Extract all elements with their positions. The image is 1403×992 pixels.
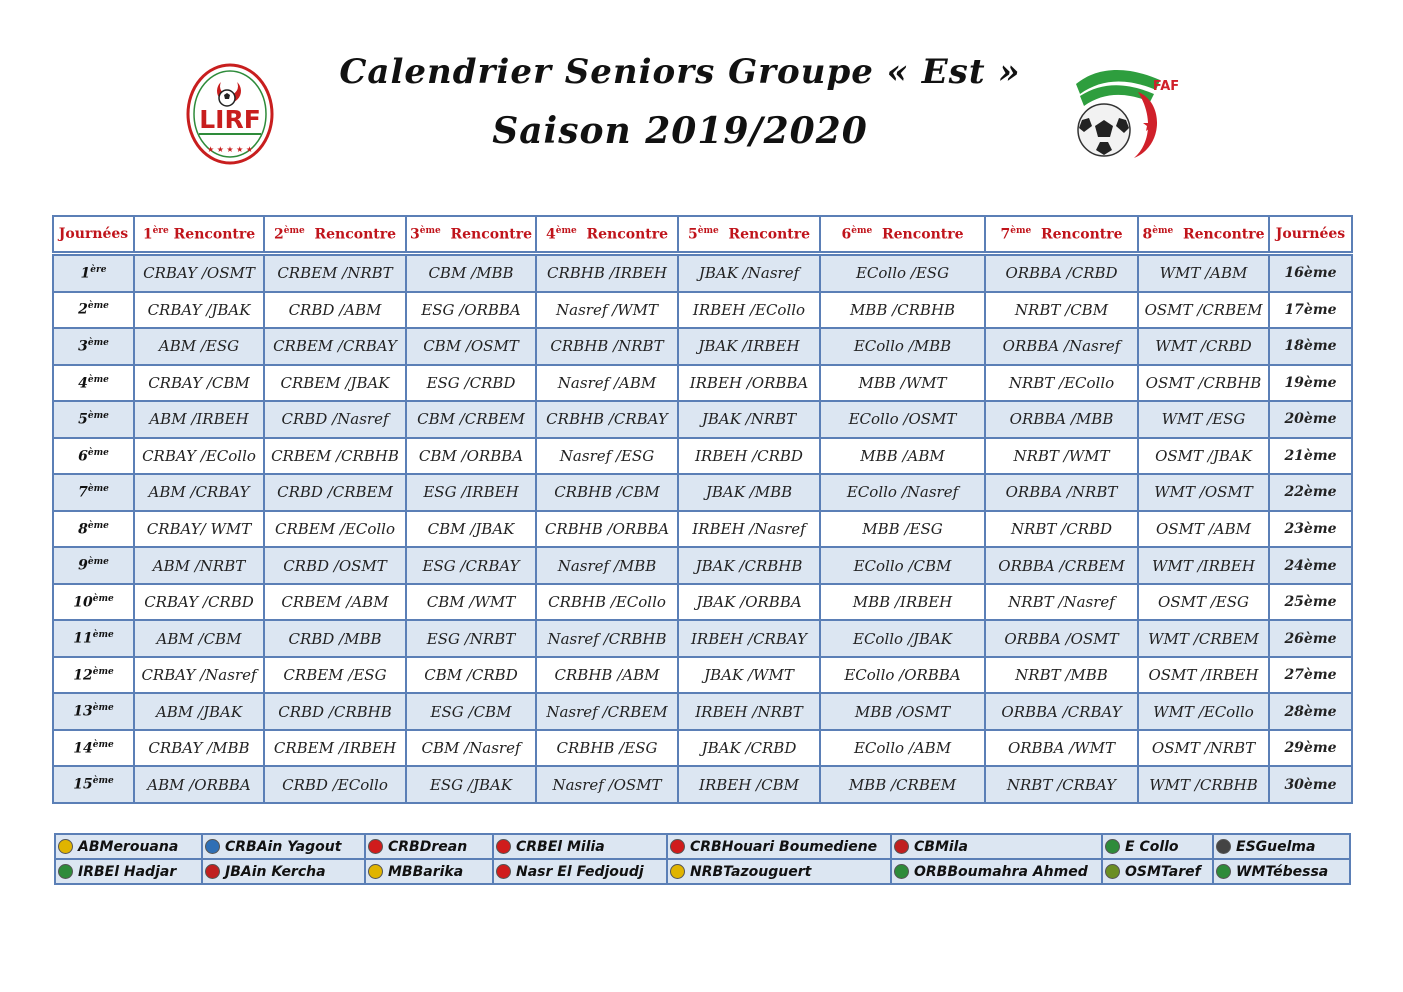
round-number: 11ème <box>53 620 134 657</box>
match-cell: CRBD /MBB <box>264 620 406 657</box>
table-row <box>53 620 1352 657</box>
table-row <box>53 438 1352 475</box>
match-cell: IRBEH /CRBD <box>678 438 820 475</box>
match-cell: ORBBA /CRBAY <box>985 693 1138 730</box>
legend-item <box>1102 859 1213 884</box>
match-cell: NRBT /CBM <box>985 292 1138 329</box>
return-round: 21ème <box>1269 438 1352 475</box>
match-cell: ESG /JBAK <box>406 766 536 803</box>
match-cell: JBAK /MBB <box>678 474 820 511</box>
team-legend <box>54 833 1351 885</box>
table-row <box>53 328 1352 365</box>
round-number: 13ème <box>53 693 134 730</box>
round-number: 8ème <box>53 511 134 548</box>
match-cell: ABM /CBM <box>134 620 264 657</box>
table-row <box>53 365 1352 402</box>
team-name: CBMila <box>914 838 968 855</box>
match-cell: ECollo /JBAK <box>820 620 985 657</box>
legend-item <box>1213 859 1350 884</box>
round-number: 1ère <box>53 254 134 292</box>
match-cell: ABM /CRBAY <box>134 474 264 511</box>
match-cell: OSMT /IRBEH <box>1138 657 1269 694</box>
legend-item <box>365 834 493 859</box>
match-cell: JBAK /CRBD <box>678 730 820 767</box>
return-round: 25ème <box>1269 584 1352 621</box>
svg-text:FAF: FAF <box>1152 79 1180 94</box>
legend-item <box>1102 834 1213 859</box>
legend-item <box>55 859 202 884</box>
team-name: CRBHouari Boumediene <box>690 838 878 855</box>
table-row <box>53 401 1352 438</box>
team-name: ESGuelma <box>1236 838 1316 855</box>
match-cell: Nasref /ESG <box>536 438 678 475</box>
match-cell: ECollo /ABM <box>820 730 985 767</box>
team-name: IRBEl Hadjar <box>78 863 177 880</box>
match-cell: CRBEM /JBAK <box>264 365 406 402</box>
header-rencontre: 2ème Rencontre <box>264 216 406 254</box>
legend-row <box>55 859 1350 884</box>
match-cell: ECollo /MBB <box>820 328 985 365</box>
legend-item <box>493 859 667 884</box>
header-rencontre: 1ère Rencontre <box>134 216 264 254</box>
season-subtitle: Saison 2019/2020 <box>492 110 868 152</box>
team-name: CRBEl Milia <box>516 838 605 855</box>
match-cell: CBM /OSMT <box>406 328 536 365</box>
schedule-table <box>52 215 1353 804</box>
team-name: ABMerouana <box>78 838 179 855</box>
team-crest-icon <box>368 839 383 854</box>
team-name: Nasr El Fedjoudj <box>516 863 644 880</box>
match-cell: MBB /CRBHB <box>820 292 985 329</box>
match-cell: CBM /JBAK <box>406 511 536 548</box>
return-round: 19ème <box>1269 365 1352 402</box>
team-crest-icon <box>205 864 220 879</box>
match-cell: CRBHB /ABM <box>536 657 678 694</box>
match-cell: JBAK /Nasref <box>678 254 820 292</box>
schedule-body <box>53 254 1352 804</box>
table-row <box>53 474 1352 511</box>
header-rencontre: 6ème Rencontre <box>820 216 985 254</box>
team-name: JBAin Kercha <box>225 863 326 880</box>
header-rencontre: 3ème Rencontre <box>406 216 536 254</box>
match-cell: CBM /CRBD <box>406 657 536 694</box>
header-journees-last: Journées <box>1269 216 1352 254</box>
match-cell: Nasref /WMT <box>536 292 678 329</box>
round-number: 3ème <box>53 328 134 365</box>
legend-item <box>667 834 891 859</box>
team-crest-icon <box>58 839 73 854</box>
match-cell: MBB /ESG <box>820 511 985 548</box>
match-cell: CRBAY /MBB <box>134 730 264 767</box>
round-number: 2ème <box>53 292 134 329</box>
match-cell: IRBEH /Nasref <box>678 511 820 548</box>
match-cell: NRBT /MBB <box>985 657 1138 694</box>
return-round: 29ème <box>1269 730 1352 767</box>
match-cell: Nasref /CRBHB <box>536 620 678 657</box>
match-cell: CBM /CRBEM <box>406 401 536 438</box>
match-cell: WMT /IRBEH <box>1138 547 1269 584</box>
team-name: ORBBoumahra Ahmed <box>914 863 1088 880</box>
header-rencontre: 7ème Rencontre <box>985 216 1138 254</box>
legend-item <box>55 834 202 859</box>
team-name: CRBDrean <box>388 838 468 855</box>
match-cell: ORBBA /CRBEM <box>985 547 1138 584</box>
match-cell: ESG /CRBAY <box>406 547 536 584</box>
match-cell: OSMT /CRBEM <box>1138 292 1269 329</box>
match-cell: OSMT /CRBHB <box>1138 365 1269 402</box>
match-cell: ECollo /ORBBA <box>820 657 985 694</box>
table-row <box>53 547 1352 584</box>
match-cell: OSMT /JBAK <box>1138 438 1269 475</box>
header-rencontre: 4ème Rencontre <box>536 216 678 254</box>
match-cell: IRBEH /ECollo <box>678 292 820 329</box>
match-cell: CRBAY /ECollo <box>134 438 264 475</box>
match-cell: ORBBA /NRBT <box>985 474 1138 511</box>
match-cell: WMT /CRBD <box>1138 328 1269 365</box>
team-crest-icon <box>496 864 511 879</box>
match-cell: OSMT /ABM <box>1138 511 1269 548</box>
match-cell: ESG /IRBEH <box>406 474 536 511</box>
match-cell: WMT /OSMT <box>1138 474 1269 511</box>
table-row <box>53 254 1352 292</box>
team-crest-icon <box>1216 839 1231 854</box>
match-cell: NRBT /WMT <box>985 438 1138 475</box>
match-cell: ORBBA /CRBD <box>985 254 1138 292</box>
round-number: 4ème <box>53 365 134 402</box>
match-cell: CRBD /OSMT <box>264 547 406 584</box>
match-cell: WMT /ESG <box>1138 401 1269 438</box>
match-cell: Nasref /OSMT <box>536 766 678 803</box>
match-cell: CRBEM /CRBHB <box>264 438 406 475</box>
match-cell: IRBEH /CBM <box>678 766 820 803</box>
round-number: 5ème <box>53 401 134 438</box>
match-cell: CRBAY/ WMT <box>134 511 264 548</box>
team-crest-icon <box>368 864 383 879</box>
match-cell: NRBT /CRBD <box>985 511 1138 548</box>
table-row <box>53 584 1352 621</box>
table-row <box>53 657 1352 694</box>
legend-item <box>1213 834 1350 859</box>
match-cell: CRBHB /ESG <box>536 730 678 767</box>
match-cell: CBM /WMT <box>406 584 536 621</box>
table-row <box>53 730 1352 767</box>
match-cell: ESG /ORBBA <box>406 292 536 329</box>
team-crest-icon <box>1105 839 1120 854</box>
match-cell: ESG /NRBT <box>406 620 536 657</box>
lirf-logo-icon <box>185 62 275 166</box>
match-cell: WMT /ABM <box>1138 254 1269 292</box>
legend-item <box>365 859 493 884</box>
match-cell: ABM /NRBT <box>134 547 264 584</box>
match-cell: Nasref /ABM <box>536 365 678 402</box>
match-cell: ABM /IRBEH <box>134 401 264 438</box>
team-crest-icon <box>58 864 73 879</box>
match-cell: CRBHB /ECollo <box>536 584 678 621</box>
match-cell: ABM /ESG <box>134 328 264 365</box>
svg-text:LIRF: LIRF <box>199 105 261 134</box>
match-cell: IRBEH /CRBAY <box>678 620 820 657</box>
team-name: NRBTazouguert <box>690 863 812 880</box>
return-round: 17ème <box>1269 292 1352 329</box>
team-crest-icon <box>496 839 511 854</box>
round-number: 6ème <box>53 438 134 475</box>
match-cell: CRBEM /IRBEH <box>264 730 406 767</box>
match-cell: WMT /CRBEM <box>1138 620 1269 657</box>
table-row <box>53 292 1352 329</box>
table-row <box>53 693 1352 730</box>
match-cell: ORBBA /MBB <box>985 401 1138 438</box>
team-name: WMTébessa <box>1236 863 1329 880</box>
match-cell: OSMT /ESG <box>1138 584 1269 621</box>
match-cell: NRBT /Nasref <box>985 584 1138 621</box>
match-cell: ABM /JBAK <box>134 693 264 730</box>
match-cell: IRBEH /NRBT <box>678 693 820 730</box>
match-cell: ORBBA /Nasref <box>985 328 1138 365</box>
team-crest-icon <box>205 839 220 854</box>
match-cell: JBAK /WMT <box>678 657 820 694</box>
match-cell: OSMT /NRBT <box>1138 730 1269 767</box>
return-round: 24ème <box>1269 547 1352 584</box>
return-round: 26ème <box>1269 620 1352 657</box>
match-cell: Nasref /CRBEM <box>536 693 678 730</box>
round-number: 7ème <box>53 474 134 511</box>
match-cell: Nasref /MBB <box>536 547 678 584</box>
match-cell: MBB /ABM <box>820 438 985 475</box>
match-cell: CRBD /ABM <box>264 292 406 329</box>
legend-item <box>667 859 891 884</box>
legend-item <box>202 859 365 884</box>
header-journees-first: Journées <box>53 216 134 254</box>
match-cell: CRBHB /ORBBA <box>536 511 678 548</box>
match-cell: ECollo /Nasref <box>820 474 985 511</box>
table-row <box>53 766 1352 803</box>
match-cell: CRBD /CRBEM <box>264 474 406 511</box>
return-round: 28ème <box>1269 693 1352 730</box>
round-number: 9ème <box>53 547 134 584</box>
legend-item <box>891 859 1102 884</box>
team-crest-icon <box>1216 864 1231 879</box>
svg-text:★ ★ ★ ★ ★: ★ ★ ★ ★ ★ <box>206 145 254 154</box>
match-cell: ESG /CRBD <box>406 365 536 402</box>
match-cell: JBAK /ORBBA <box>678 584 820 621</box>
match-cell: MBB /OSMT <box>820 693 985 730</box>
match-cell: ORBBA /OSMT <box>985 620 1138 657</box>
header-rencontre: 5ème Rencontre <box>678 216 820 254</box>
team-crest-icon <box>1105 864 1120 879</box>
match-cell: CRBHB /IRBEH <box>536 254 678 292</box>
return-round: 20ème <box>1269 401 1352 438</box>
legend-body <box>55 834 1350 884</box>
match-cell: JBAK /CRBHB <box>678 547 820 584</box>
match-cell: ECollo /CBM <box>820 547 985 584</box>
match-cell: CRBHB /NRBT <box>536 328 678 365</box>
match-cell: ORBBA /WMT <box>985 730 1138 767</box>
team-crest-icon <box>894 839 909 854</box>
match-cell: CRBAY /OSMT <box>134 254 264 292</box>
match-cell: NRBT /ECollo <box>985 365 1138 402</box>
match-cell: MBB /CRBEM <box>820 766 985 803</box>
match-cell: WMT /CRBHB <box>1138 766 1269 803</box>
round-number: 12ème <box>53 657 134 694</box>
legend-item <box>493 834 667 859</box>
return-round: 18ème <box>1269 328 1352 365</box>
match-cell: CRBAY /CRBD <box>134 584 264 621</box>
match-cell: WMT /ECollo <box>1138 693 1269 730</box>
return-round: 23ème <box>1269 511 1352 548</box>
match-cell: CRBEM /ESG <box>264 657 406 694</box>
team-name: CRBAin Yagout <box>225 838 342 855</box>
match-cell: CRBEM /NRBT <box>264 254 406 292</box>
round-number: 15ème <box>53 766 134 803</box>
match-cell: ABM /ORBBA <box>134 766 264 803</box>
match-cell: CBM /Nasref <box>406 730 536 767</box>
match-cell: CRBHB /CRBAY <box>536 401 678 438</box>
team-name: OSMTaref <box>1125 863 1201 880</box>
match-cell: CRBEM /CRBAY <box>264 328 406 365</box>
match-cell: NRBT /CRBAY <box>985 766 1138 803</box>
team-crest-icon <box>670 839 685 854</box>
match-cell: CBM /MBB <box>406 254 536 292</box>
match-cell: JBAK /IRBEH <box>678 328 820 365</box>
match-cell: MBB /WMT <box>820 365 985 402</box>
match-cell: MBB /IRBEH <box>820 584 985 621</box>
team-crest-icon <box>670 864 685 879</box>
legend-item <box>891 834 1102 859</box>
match-cell: IRBEH /ORBBA <box>678 365 820 402</box>
match-cell: CRBHB /CBM <box>536 474 678 511</box>
faf-logo-icon <box>1068 62 1180 162</box>
table-row <box>53 511 1352 548</box>
match-cell: CBM /ORBBA <box>406 438 536 475</box>
return-round: 16ème <box>1269 254 1352 292</box>
match-cell: CRBD /ECollo <box>264 766 406 803</box>
match-cell: ECollo /ESG <box>820 254 985 292</box>
return-round: 22ème <box>1269 474 1352 511</box>
match-cell: CRBEM /ECollo <box>264 511 406 548</box>
match-cell: ECollo /OSMT <box>820 401 985 438</box>
team-name: E Collo <box>1125 838 1179 855</box>
match-cell: CRBD /CRBHB <box>264 693 406 730</box>
round-number: 10ème <box>53 584 134 621</box>
legend-item <box>202 834 365 859</box>
header-row <box>53 216 1352 254</box>
round-number: 14ème <box>53 730 134 767</box>
return-round: 30ème <box>1269 766 1352 803</box>
match-cell: CRBAY /CBM <box>134 365 264 402</box>
match-cell: JBAK /NRBT <box>678 401 820 438</box>
team-crest-icon <box>894 864 909 879</box>
match-cell: ESG /CBM <box>406 693 536 730</box>
header-rencontre: 8ème Rencontre <box>1138 216 1269 254</box>
page-title: Calendrier Seniors Groupe « Est » <box>339 52 1021 92</box>
match-cell: CRBD /Nasref <box>264 401 406 438</box>
legend-row <box>55 834 1350 859</box>
match-cell: CRBEM /ABM <box>264 584 406 621</box>
match-cell: CRBAY /JBAK <box>134 292 264 329</box>
match-cell: CRBAY /Nasref <box>134 657 264 694</box>
team-name: MBBarika <box>388 863 464 880</box>
return-round: 27ème <box>1269 657 1352 694</box>
